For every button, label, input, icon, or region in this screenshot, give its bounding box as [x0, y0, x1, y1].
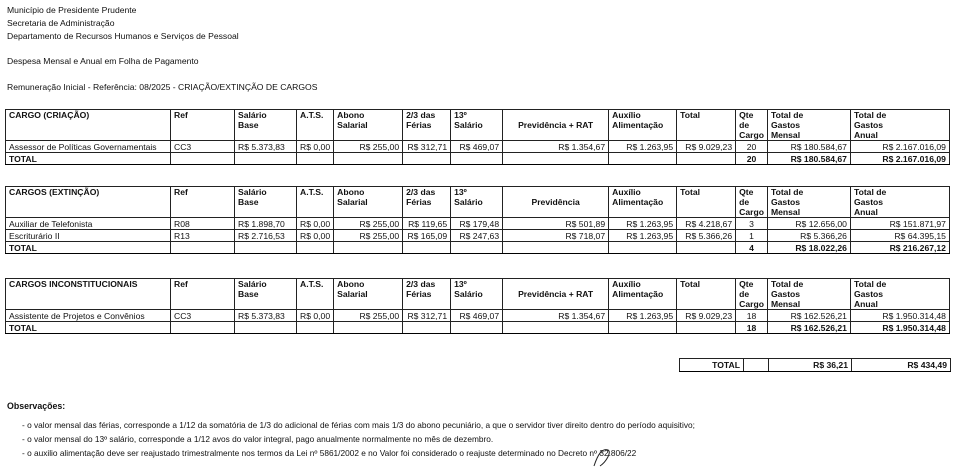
previdencia-value: R$ 1.354,67 — [503, 141, 609, 153]
ferias-value: R$ 312,71 — [403, 141, 451, 153]
empty-cell — [403, 153, 451, 165]
col-anual — [850, 187, 949, 218]
header-line: Alimentação — [612, 289, 664, 299]
header-line: Alimentação — [612, 120, 664, 130]
header-line: Gastos — [770, 197, 801, 207]
col-abono — [334, 187, 403, 218]
section-title: CARGOS (EXTINÇÃO) — [6, 187, 171, 218]
mensal-value: R$ 5.366,26 — [767, 230, 850, 242]
empty-cell — [677, 242, 736, 254]
auxilio-value: R$ 1.263,95 — [609, 218, 677, 230]
col-ats: A.T.S. — [297, 110, 334, 141]
cargo-name: Assessor de Políticas Governamentais — [6, 141, 171, 153]
total-value: R$ 5.366,26 — [677, 230, 736, 242]
observation-item: - o valor mensal do 13º salário, corresponde a 1/12 avos do valor integral, pago anualmente normalmente no mês de dezembro. — [22, 434, 494, 444]
header-line: 2/3 das — [406, 110, 436, 120]
header-line: Salarial — [337, 197, 368, 207]
table-row — [6, 218, 950, 230]
grand-total-label: TOTAL — [680, 359, 744, 372]
table-row — [6, 310, 950, 322]
table-header-row — [6, 110, 950, 141]
decimo-value: R$ 247,63 — [451, 230, 503, 242]
col-ferias — [403, 279, 451, 310]
empty-cell — [171, 322, 235, 334]
header-line: Base — [238, 289, 259, 299]
header-line: Total de — [770, 110, 804, 120]
header-line: Alimentação — [612, 197, 664, 207]
ats-value: R$ 0,00 — [297, 218, 334, 230]
total-row — [6, 322, 950, 334]
decimo-value: R$ 179,48 — [451, 218, 503, 230]
header-line: de — [739, 120, 750, 130]
total-row — [6, 153, 950, 165]
header-line: Salário — [238, 110, 267, 120]
header-line: Anual — [853, 130, 878, 140]
header-line: Base — [238, 120, 259, 130]
cargo-name: Assistente de Projetos e Convênios — [6, 310, 171, 322]
empty-cell — [171, 153, 235, 165]
empty-cell — [297, 242, 334, 254]
section-table — [5, 278, 950, 334]
header-line: 13º — [454, 279, 467, 289]
header-line: Total de — [853, 110, 887, 120]
header-line: Qte — [739, 187, 754, 197]
header-line: Gastos — [770, 120, 801, 130]
document-title: Despesa Mensal e Anual em Folha de Pagamento — [7, 56, 199, 66]
abono-value: R$ 255,00 — [334, 141, 403, 153]
col-qte — [736, 187, 768, 218]
col-qte — [736, 110, 768, 141]
empty-cell — [609, 322, 677, 334]
cargo-ref: R13 — [171, 230, 235, 242]
total-row — [6, 242, 950, 254]
header-line: Anual — [853, 299, 878, 309]
header-line: Qte — [739, 110, 754, 120]
observations-title: Observações: — [7, 401, 66, 411]
header-line: Auxílio — [612, 279, 641, 289]
header-line: Anual — [853, 207, 878, 217]
municipality-name: Município de Presidente Prudente — [7, 5, 137, 15]
auxilio-value: R$ 1.263,95 — [609, 230, 677, 242]
total-value: R$ 9.029,23 — [677, 310, 736, 322]
header-line: Férias — [406, 120, 432, 130]
header-line: Salarial — [337, 289, 368, 299]
empty-cell — [334, 322, 403, 334]
qte-value: 20 — [736, 141, 768, 153]
col-total: Total — [677, 187, 736, 218]
total-mensal: R$ 18.022,26 — [767, 242, 850, 254]
empty-cell — [677, 153, 736, 165]
header-line: Cargo — [739, 207, 764, 217]
header-line: Total de — [770, 187, 804, 197]
total-label: TOTAL — [6, 153, 171, 165]
total-anual: R$ 216.267,12 — [850, 242, 949, 254]
empty-cell — [235, 322, 297, 334]
header-line: Gastos — [853, 197, 884, 207]
header-line: Salário — [238, 279, 267, 289]
grand-total-table — [679, 358, 951, 372]
qte-value: 1 — [736, 230, 768, 242]
col-mensal — [767, 187, 850, 218]
header-line: Base — [238, 197, 259, 207]
header-line: Férias — [406, 197, 432, 207]
abono-value: R$ 255,00 — [334, 310, 403, 322]
empty-cell — [451, 153, 503, 165]
empty-cell — [171, 242, 235, 254]
total-anual: R$ 1.950.314,48 — [850, 322, 949, 334]
total-mensal: R$ 180.584,67 — [767, 153, 850, 165]
previdencia-value: R$ 1.354,67 — [503, 310, 609, 322]
salario-value: R$ 5.373,83 — [235, 141, 297, 153]
empty-cell — [609, 242, 677, 254]
header-line: Total de — [853, 279, 887, 289]
header-line: 2/3 das — [406, 279, 436, 289]
header-line: Salário — [454, 120, 483, 130]
total-value: R$ 9.029,23 — [677, 141, 736, 153]
col-abono — [334, 279, 403, 310]
empty-cell — [609, 153, 677, 165]
empty-cell — [503, 322, 609, 334]
col-auxilio — [609, 187, 677, 218]
auxilio-value: R$ 1.263,95 — [609, 141, 677, 153]
empty-cell — [297, 153, 334, 165]
header-line: Mensal — [770, 207, 801, 217]
header-line: Gastos — [853, 120, 884, 130]
col-total: Total — [677, 110, 736, 141]
total-qte: 20 — [736, 153, 768, 165]
cargo-name: Escriturário II — [6, 230, 171, 242]
table-row — [6, 141, 950, 153]
total-label: TOTAL — [6, 322, 171, 334]
empty-cell — [235, 153, 297, 165]
total-anual: R$ 2.167.016,09 — [850, 153, 949, 165]
col-total: Total — [677, 279, 736, 310]
header-line: Abono — [337, 187, 365, 197]
header-line: Salarial — [337, 120, 368, 130]
empty-cell — [503, 153, 609, 165]
salario-value: R$ 1.898,70 — [235, 218, 297, 230]
grand-total-anual: R$ 434,49 — [852, 359, 951, 372]
total-mensal: R$ 162.526,21 — [767, 322, 850, 334]
ats-value: R$ 0,00 — [297, 230, 334, 242]
col-ats: A.T.S. — [297, 279, 334, 310]
empty-cell — [451, 242, 503, 254]
cargo-ref: CC3 — [171, 310, 235, 322]
col-ref: Ref — [171, 187, 235, 218]
empty-cell — [403, 322, 451, 334]
salario-value: R$ 2.716,53 — [235, 230, 297, 242]
anual-value: R$ 64.395,15 — [850, 230, 949, 242]
header-line: Abono — [337, 279, 365, 289]
col-previdencia: Previdência — [503, 187, 609, 218]
department-name: Secretaria de Administração — [7, 18, 115, 28]
header-line: de — [739, 197, 750, 207]
col-ferias — [403, 187, 451, 218]
col-decimo — [451, 110, 503, 141]
total-label: TOTAL — [6, 242, 171, 254]
header-line: Mensal — [770, 130, 801, 140]
division-name: Departamento de Recursos Humanos e Serviços de Pessoal — [7, 31, 239, 41]
abono-value: R$ 255,00 — [334, 230, 403, 242]
header-line: Férias — [406, 289, 432, 299]
qte-value: 18 — [736, 310, 768, 322]
header-line: Gastos — [853, 289, 884, 299]
header-line: Cargo — [739, 130, 764, 140]
anual-value: R$ 2.167.016,09 — [850, 141, 949, 153]
empty-cell — [235, 242, 297, 254]
cargo-name: Auxiliar de Telefonista — [6, 218, 171, 230]
header-line: Abono — [337, 110, 365, 120]
col-previdencia: Previdência + RAT — [503, 279, 609, 310]
grand-total-mensal: R$ 36,21 — [769, 359, 852, 372]
header-line: Cargo — [739, 299, 764, 309]
header-line: Qte — [739, 279, 754, 289]
col-decimo — [451, 187, 503, 218]
col-ats: A.T.S. — [297, 187, 334, 218]
col-auxilio — [609, 110, 677, 141]
abono-value: R$ 255,00 — [334, 218, 403, 230]
total-value: R$ 4.218,67 — [677, 218, 736, 230]
header-line: Salário — [454, 289, 483, 299]
qte-value: 3 — [736, 218, 768, 230]
anual-value: R$ 151.871,97 — [850, 218, 949, 230]
col-ref: Ref — [171, 110, 235, 141]
observation-item: - o auxilio alimentação deve ser reajustado trimestralmente nos termos da Lei nº 5861/2002 e no Valor foi considerado o reajuste determinado no Decreto nº 32.806/22 — [22, 448, 637, 458]
total-qte: 18 — [736, 322, 768, 334]
col-mensal — [767, 279, 850, 310]
header-line: Auxílio — [612, 187, 641, 197]
col-abono — [334, 110, 403, 141]
header-line: Auxílio — [612, 110, 641, 120]
decimo-value: R$ 469,07 — [451, 141, 503, 153]
col-anual — [850, 279, 949, 310]
empty-cell — [334, 153, 403, 165]
decimo-value: R$ 469,07 — [451, 310, 503, 322]
cargo-ref: CC3 — [171, 141, 235, 153]
header-line: 13º — [454, 187, 467, 197]
header-line: Total de — [853, 187, 887, 197]
cargo-ref: R08 — [171, 218, 235, 230]
ferias-value: R$ 165,09 — [403, 230, 451, 242]
table-row — [6, 230, 950, 242]
auxilio-value: R$ 1.263,95 — [609, 310, 677, 322]
previdencia-value: R$ 501,89 — [503, 218, 609, 230]
observation-item: - o valor mensal das férias, corresponde a 1/12 da somatória de 1/3 do adicional de férias com mais 1/3 do abono pecuniário, a que o servidor tiver direito dentro do período aquisitivo; — [22, 420, 695, 430]
col-decimo — [451, 279, 503, 310]
previdencia-value: R$ 718,07 — [503, 230, 609, 242]
col-auxilio — [609, 279, 677, 310]
section-title: CARGO (CRIAÇÃO) — [6, 110, 171, 141]
mensal-value: R$ 12.656,00 — [767, 218, 850, 230]
header-line: Total de — [770, 279, 804, 289]
ats-value: R$ 0,00 — [297, 141, 334, 153]
table-header-row — [6, 279, 950, 310]
salario-value: R$ 5.373,83 — [235, 310, 297, 322]
empty-cell — [451, 322, 503, 334]
col-qte — [736, 279, 768, 310]
mensal-value: R$ 162.526,21 — [767, 310, 850, 322]
header-line: Mensal — [770, 299, 801, 309]
empty-cell — [334, 242, 403, 254]
empty-cell — [503, 242, 609, 254]
section-table — [5, 109, 950, 165]
header-line: 2/3 das — [406, 187, 436, 197]
header-line: de — [739, 289, 750, 299]
col-previdencia: Previdência + RAT — [503, 110, 609, 141]
ats-value: R$ 0,00 — [297, 310, 334, 322]
ferias-value: R$ 119,65 — [403, 218, 451, 230]
header-line: Gastos — [770, 289, 801, 299]
signature-mark — [586, 446, 646, 468]
total-qte: 4 — [736, 242, 768, 254]
empty-cell — [297, 322, 334, 334]
col-salario — [235, 110, 297, 141]
header-line: Salário — [238, 187, 267, 197]
col-ferias — [403, 110, 451, 141]
col-salario — [235, 279, 297, 310]
header-line: 13º — [454, 110, 467, 120]
col-anual — [850, 110, 949, 141]
col-ref: Ref — [171, 279, 235, 310]
empty-cell — [403, 242, 451, 254]
mensal-value: R$ 180.584,67 — [767, 141, 850, 153]
ferias-value: R$ 312,71 — [403, 310, 451, 322]
col-mensal — [767, 110, 850, 141]
empty-cell — [677, 322, 736, 334]
section-table — [5, 186, 950, 254]
header-line: Salário — [454, 197, 483, 207]
table-header-row — [6, 187, 950, 218]
document-subtitle: Remuneração Inicial - Referência: 08/2025 - CRIAÇÃO/EXTINÇÃO DE CARGOS — [7, 82, 318, 92]
col-salario — [235, 187, 297, 218]
anual-value: R$ 1.950.314,48 — [850, 310, 949, 322]
section-title: CARGOS INCONSTITUCIONAIS — [6, 279, 171, 310]
